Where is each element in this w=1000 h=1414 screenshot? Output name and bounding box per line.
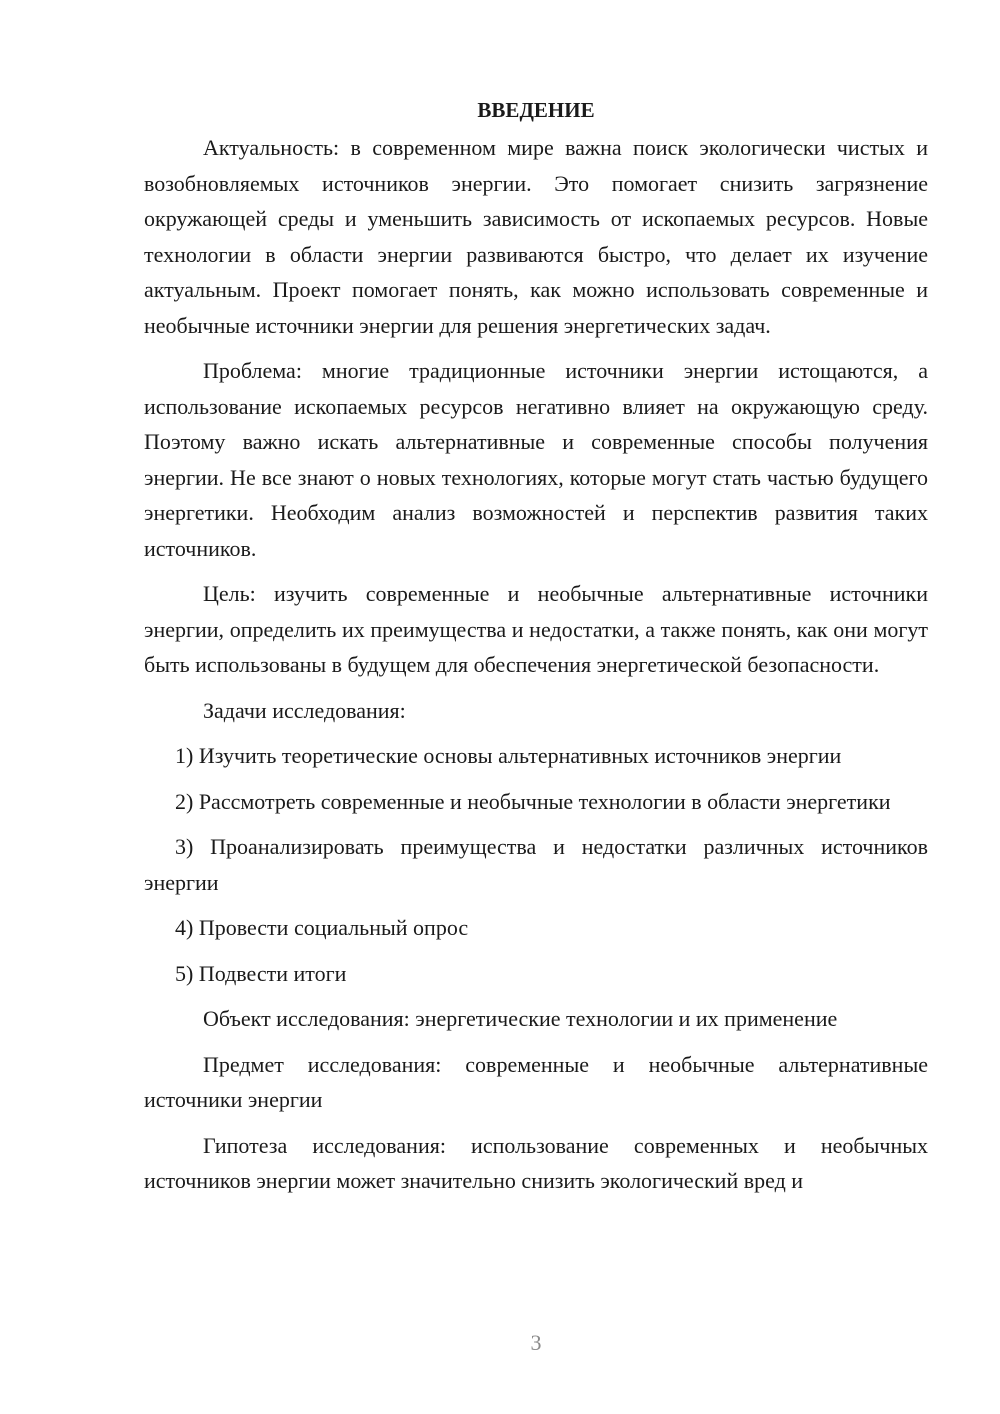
page-number: 3 <box>530 1330 542 1355</box>
task-item: 1) Изучить теоретические основы альтернативных источников энергии <box>175 743 842 768</box>
paragraph-subject: Предмет исследования: современные и необычные альтернативные источники энергии <box>144 1051 928 1112</box>
paragraph-goal: Цель: изучить современные и необычные альтернативные источники энергии, определить их преимущества и недостатки, а также понять, как они могут быть использованы в будущем для обеспечения энергетической безопасности. <box>144 581 928 677</box>
paragraph-object: Объект исследования: энергетические технологии и их применение <box>203 1006 838 1031</box>
task-item: 5) Подвести итоги <box>175 960 347 986</box>
task-item: 4) Провести социальный опрос <box>175 915 469 940</box>
tasks-list <box>144 738 928 991</box>
paragraph-hypothesis: Гипотеза исследования: использование современных и необычных источников энергии может значительно снизить экологический вред и <box>144 1132 928 1193</box>
task-item: 2) Рассмотреть современные и необычные технологии в области энергетики <box>175 788 891 814</box>
paragraph-problem: Проблема: многие традиционные источники энергии истощаются, а использование ископаемых ресурсов негативно влияет на окружающую среду. Поэтому важно искать альтернативные и современные способы получения энергии. Не все знают о новых технологиях, которые могут стать частью будущего энергетики. Необходим анализ возможностей и перспектив развития таких источников. <box>144 358 928 561</box>
tasks-heading: Задачи исследования: <box>203 697 406 723</box>
paragraph-relevance: Актуальность: в современном мире важна поиск экологически чистых и возобновляемых источников энергии. Это помогает снизить загрязнение окружающей среды и уменьшить зависимость от ископаемых ресурсов. Новые технологии в области энергии развиваются быстро, что делает их изучение актуальным. Проект помогает понять, как можно использовать современные и необычные источники энергии для решения энергетических задач. <box>144 135 928 338</box>
page-title: ВВЕДЕНИЕ <box>477 98 595 122</box>
task-item: 3) Проанализировать преимущества и недостатки различных источников энергии <box>144 834 928 895</box>
document-page <box>144 92 928 1209</box>
